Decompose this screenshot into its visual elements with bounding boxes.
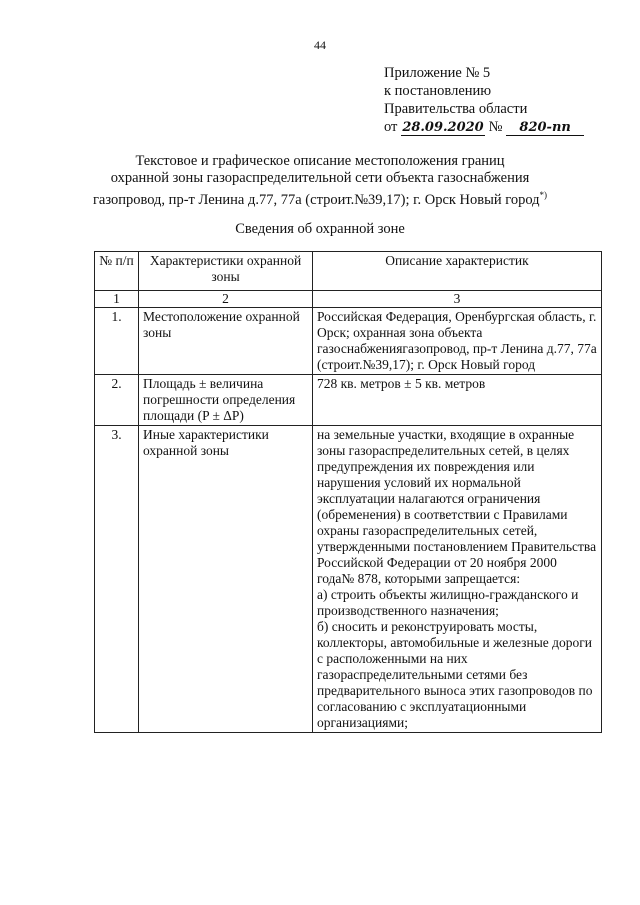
appendix-line-2: к постановлению (384, 83, 492, 99)
row-description: Российская Федерация, Оренбургская область, г. Орск; охранная зона объекта газоснабжениягазопровод, пр-т Ленина д.77, 77а (строит.№39,17); г. Орск Новый город (313, 308, 602, 375)
table-row (95, 375, 602, 426)
table-row (95, 308, 602, 375)
row-description: 728 кв. метров ± 5 кв. метров (313, 375, 602, 426)
handwritten-number: 820-пп (506, 121, 584, 136)
description-paragraph: а) строить объекты жилищно-гражданского и производственного назначения; (317, 587, 579, 618)
title-line-2: охранной зоны газораспределительной сети объекта газоснабжения (110, 170, 530, 186)
row-number: 1. (95, 308, 139, 375)
index-cell: 2 (139, 291, 313, 308)
footnote-mark: *) (539, 190, 548, 200)
date-prefix: от (384, 119, 398, 135)
section-subtitle: Сведения об охранной зоне (235, 221, 405, 237)
row-characteristic: Иные характеристики охранной зоны (139, 426, 313, 733)
appendix-block (384, 64, 584, 136)
appendix-line-3: Правительства области (384, 101, 528, 117)
document-title (70, 153, 570, 209)
title-line-1: Текстовое и графическое описание местоположения границ (135, 153, 505, 169)
row-number: 2. (95, 375, 139, 426)
handwritten-date: 28.09.2020 (402, 120, 484, 135)
number-sign: № (488, 119, 503, 135)
page-number: 44 (314, 38, 326, 52)
row-characteristic: Местоположение охранной зоны (139, 308, 313, 375)
index-cell: 3 (313, 291, 602, 308)
table-index-row (95, 291, 602, 308)
title-line-3 (70, 187, 570, 209)
row-description (313, 426, 602, 733)
index-cell: 1 (95, 291, 139, 308)
row-characteristic: Площадь ± величина погрешности определения площади (P ± ΔP) (139, 375, 313, 426)
row-number: 3. (95, 426, 139, 733)
description-paragraph: б) сносить и реконструировать мосты, коллекторы, автомобильные и железные дороги с расположенными на них газораспределительными сетями без предварительного выноса этих газопроводов по согласованию с эксплуатационными организациями; (317, 619, 593, 730)
table-row (95, 426, 602, 733)
title-line-3-text: газопровод, пр-т Ленина д.77, 77а (строит.№39,17); г. Орск Новый город (92, 191, 540, 208)
protection-zone-table (94, 251, 602, 733)
appendix-date-line (384, 118, 584, 136)
header-characteristic: Характеристики охранной зоны (139, 252, 313, 291)
header-number: № п/п (95, 252, 139, 291)
header-description: Описание характеристик (313, 252, 602, 291)
table-header-row (95, 252, 602, 291)
description-paragraph: на земельные участки, входящие в охранные зоны газораспределительных сетей, в целях предупреждения их повреждения или нарушения условий их нормальной эксплуатации налагаются ограничения (обременения) в соответствии с Правилами охраны газораспределительных сетей, утвержденными постановлением Правительства Российской Федерации от 20 ноября 2000 года№ 878, которыми запрещается: (317, 427, 597, 586)
appendix-title: Приложение № 5 (384, 65, 491, 81)
